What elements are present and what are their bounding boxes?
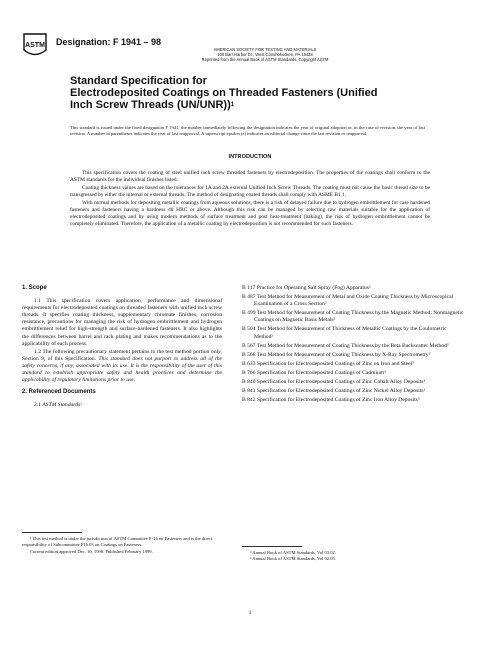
footnotes-right	[242, 550, 464, 562]
society-info	[150, 47, 380, 62]
footnote-rule-left	[22, 532, 82, 533]
astm-logo	[22, 32, 48, 60]
title-line: Electrodeposited Coatings on Threaded Fasteners (Unified	[70, 87, 378, 99]
footnote-1b: Current edition approved Dec. 10, 1998. Published February 1999.	[30, 549, 153, 554]
page-number: 1	[248, 610, 252, 616]
title-footnote-mark: 1	[230, 102, 235, 108]
introduction-heading: INTRODUCTION	[228, 154, 272, 160]
scope-heading: 1. Scope	[22, 285, 47, 291]
reference-item: B 504 Test Method for Measurement of Thickness of Metallic Coatings by the Coulometric Method²	[242, 326, 447, 340]
introduction-body	[70, 170, 430, 228]
reference-item: B 117 Practice for Operating Salt Spray (Fog) Apparatus²	[242, 285, 371, 291]
referenced-documents-heading: 2. Referenced Documents	[22, 389, 96, 396]
intro-paragraph: With normal methods for depositing metallic coatings from aqueous solutions, there is a risk of delayed failure due to hydrogen embrittlement for case hardened fasteners and fasteners having a hardness 40 HRC or above. Although this risk can be managed by selecting raw materials suitable for the application of electrodeposited coatings and by using modern methods of surface treatment and post heat-treatment (baking), the risk of hydrogen embrittlement cannot be completely eliminated. Therefore, the application of a metallic coating by electrodeposition is not recommended for such fasteners.	[70, 200, 430, 227]
intro-paragraph: This specification covers the coating of steel unified inch screw threaded fasteners by electrodeposition. The properties of the coatings shall conform to the ASTM standards for the individual finishes listed.	[70, 170, 430, 183]
reference-item: B 840 Specification for Electrodeposited Coatings of Zinc Cobalt Alloy Deposits³	[242, 379, 426, 386]
reference-item: B 487 Test Method for Measurement of Metal and Oxide Coating Thickness by Microscopical Examination of a Cross Section²	[242, 294, 454, 308]
logo-text: ASTM	[25, 42, 45, 49]
reference-item: B 766 Specification for Electrodeposited Coatings of Cadmium³	[242, 369, 386, 376]
footnote-1: ¹ This test method is under the jurisdiction of ASTM Committee F-16 on Fasteners and is the direct responsibility of Subcommittee F16.03 on Coatings on Fasteners.	[22, 536, 213, 547]
safety-statement: This standard does not purport to address all of the safety concerns, if any, associated with its use. It is the responsibility of the user of this standard to establish appropriate safety and health practices and determine the applicability of regulatory limitations prior to use.	[22, 355, 222, 384]
reference-item: B 499 Test Method for Measurement of Coating Thickness by the Magnetic Method: Nonmagnetic Coatings on Magnetic Basis Metals²	[242, 310, 464, 324]
reference-item: B 842 Specification for Electrodeposited Coatings of Zinc Iron Alloy Deposits³	[242, 397, 420, 404]
reference-item: B 567 Test Method for Measurement of Coating Thickness by the Beta Backscatter Method²	[242, 342, 449, 349]
title-line: Standard Specification for	[70, 75, 207, 87]
footnotes-left	[22, 536, 222, 555]
society-line: Reprinted from the Annual Book of ASTM Standards. Copyright ASTM	[201, 57, 329, 62]
astm-standards-text: ASTM Standards:	[42, 402, 83, 409]
scope-paragraph-1-1: 1.1 This specification covers application, performance and dimensional requirements for electrodeposited coatings on threaded fasteners with unified inch screw threads. It specifies coating thickness, supplementary chromate finishes, corrosion resistance, precautions for managing the risk of hydrogen embrittlement and hydrogen embrittlement relief for high-strength and surface-hardened fasteners. It also highlights the differences between barrel and rack plating and makes recommendations as to the applicability of each process.	[22, 298, 222, 347]
reference-item: B 633 Specification for Electrodeposited Coatings of Zinc on Iron and Steel³	[242, 360, 414, 367]
section-2-1-number: 2.1	[34, 402, 43, 409]
footnote-3: ³ Annual Book of ASTM Standards, Vol 02.05.	[250, 556, 336, 561]
reference-item: B 568 Test Method for Measurement of Coating Thickness by X-Ray Spectrometry²	[242, 351, 431, 358]
scope-paragraph-1-2	[22, 349, 222, 384]
astm-standards-label	[22, 402, 222, 409]
footnote-2: ² Annual Book of ASTM Standards, Vol 03.02.	[250, 550, 336, 555]
scope-1-2-text: 1.2 The following precautionary statement pertains to the test method portion only, Section 9, of this Specification.	[22, 348, 222, 362]
society-line: 100 Barr Harbor Dr., West Conshohocken, PA 19428	[217, 52, 313, 57]
right-column	[242, 285, 464, 406]
intro-paragraph: Coating thickness values are based on the tolerances for 1A and 2A external Unified Inch Screw Threads. The coating must not cause the basic thread size to be transgressed by either the internal or external threads. The method of designating coated threads shall comply with ASME B1.1.	[70, 185, 430, 198]
issuance-note: This standard is issued under the fixed designation F 1941; the number immediately following the designation indicates the year of original adoption or, in the case of revision, the year of last revision. A number in parentheses indicates the year of last reapproval. A superscript epsilon (ε) indicates an editorial change since the last revision or reapproval.	[70, 125, 425, 136]
title-line: Inch Screw Threads (UN/UNR))	[70, 99, 231, 111]
reference-item: B 841 Specification for Electrodeposited Coatings of Zinc Nickel Alloy Deposits³	[242, 388, 426, 395]
footnote-rule-right	[242, 546, 302, 547]
society-line: AMERICAN SOCIETY FOR TESTING AND MATERIALS	[213, 47, 317, 52]
designation: Designation: F 1941 – 98	[56, 37, 162, 47]
left-column	[22, 285, 222, 409]
document-title	[70, 75, 400, 111]
